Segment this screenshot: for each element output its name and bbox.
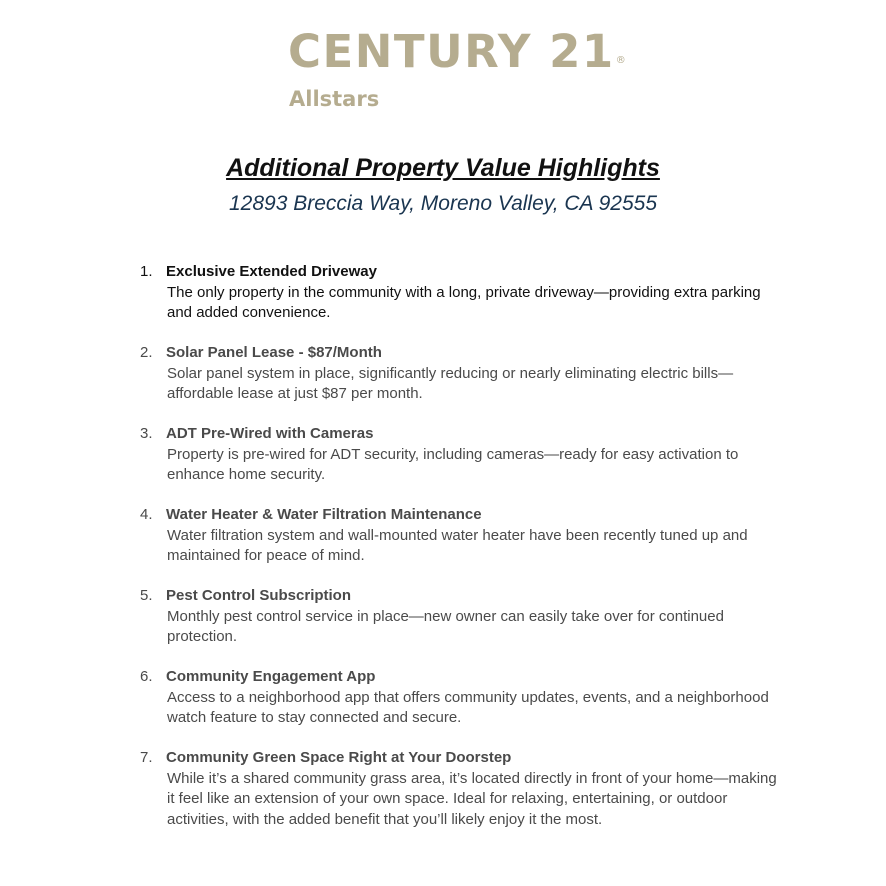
list-item <box>140 586 780 667</box>
list-item <box>140 505 780 586</box>
highlights-list <box>140 262 780 829</box>
list-item <box>140 262 780 343</box>
item-number: 4. <box>140 506 153 523</box>
item-description: Water filtration system and wall-mounted water heater have been recently tuned up and maintained for peace of mind. <box>167 526 748 564</box>
property-address: 12893 Breccia Way, Moreno Valley, CA 92555 <box>228 192 657 215</box>
item-description: The only property in the community with a long, private driveway—providing extra parking and added convenience. <box>167 283 761 321</box>
item-heading: Pest Control Subscription <box>166 587 352 604</box>
item-number: 2. <box>140 344 153 361</box>
item-heading: Community Engagement App <box>166 668 376 685</box>
list-item <box>140 667 780 748</box>
list-item <box>140 424 780 505</box>
item-number: 3. <box>140 425 153 442</box>
document-title: Additional Property Value Highlights <box>226 154 660 182</box>
item-heading: ADT Pre-Wired with Cameras <box>166 425 374 442</box>
registered-mark: ® <box>615 55 628 66</box>
item-number: 6. <box>140 668 153 685</box>
list-item <box>140 748 780 829</box>
item-heading: Solar Panel Lease - $87/Month <box>166 344 382 361</box>
item-description: Monthly pest control service in place—new owner can easily take over for continued protection. <box>167 607 724 645</box>
item-heading: Exclusive Extended Driveway <box>166 263 377 280</box>
item-description: While it’s a shared community grass area, it’s located directly in front of your home—making it feel like an extension of your own space. Ideal for relaxing, entertaining, or outdoor activities, with the added benefit that you’ll likely enjoy it the most. <box>167 769 777 828</box>
item-number: 1. <box>140 263 153 280</box>
century21-logo <box>288 25 628 111</box>
item-description: Property is pre-wired for ADT security, including cameras—ready for easy activation to enhance home security. <box>167 445 739 483</box>
item-description: Access to a neighborhood app that offers community updates, events, and a neighborhood watch feature to stay connected and secure. <box>167 688 769 726</box>
item-description: Solar panel system in place, significantly reducing or nearly eliminating electric bills—affordable lease at just $87 per month. <box>167 364 734 402</box>
list-item <box>140 343 780 424</box>
item-heading: Water Heater & Water Filtration Maintenance <box>166 506 482 523</box>
item-number: 7. <box>140 749 153 766</box>
logo-office-name: Allstars <box>289 87 380 111</box>
item-heading: Community Green Space Right at Your Doorstep <box>166 749 512 766</box>
logo-brand: CENTURY 21® <box>288 25 628 78</box>
item-number: 5. <box>140 587 153 604</box>
